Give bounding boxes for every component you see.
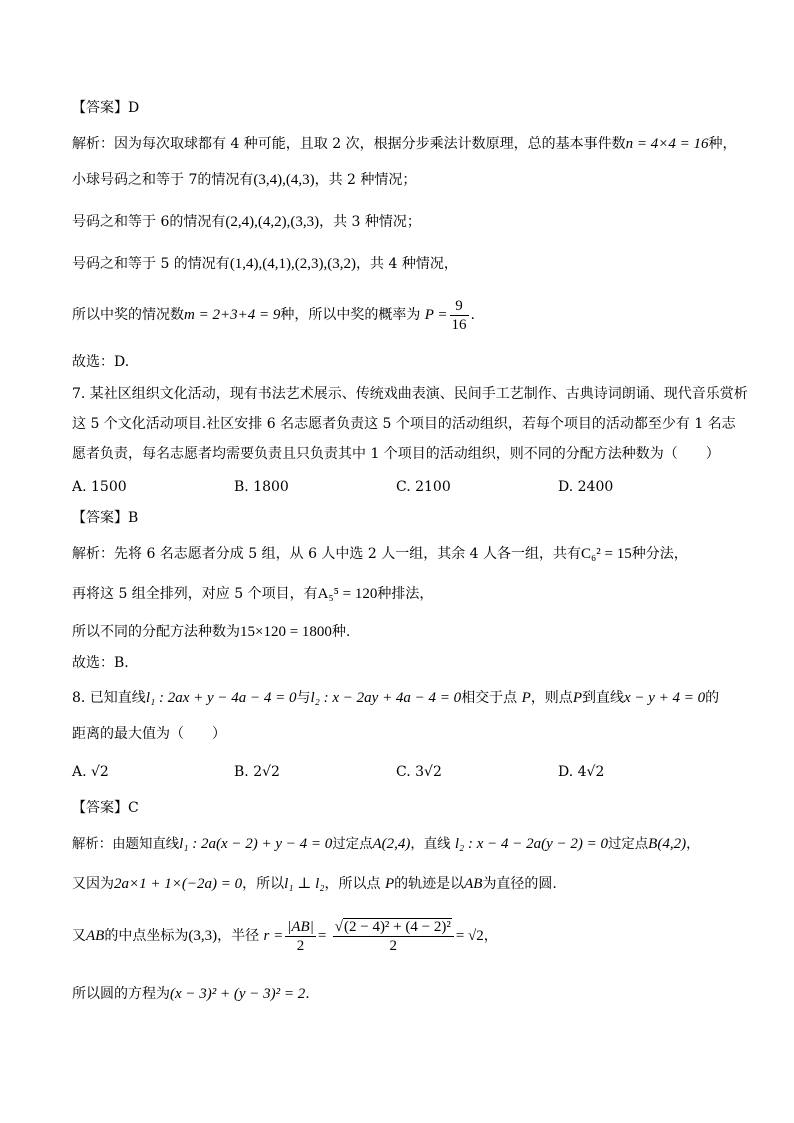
question-text-q7: 7. 某社区组织文化活动，现有书法艺术展示、传统戏曲表演、民间手工艺制作、古典诗词朗诵、现代音乐赏析 bbox=[72, 386, 748, 402]
option-d-q8: D. 4√2 bbox=[558, 764, 605, 780]
solution-line: 再将这 5 组全排列，对应 5 个项目，有A₅⁵ = 120种排法， bbox=[72, 586, 434, 602]
solution-line: 号码之和等于 6的情况有(2,4),(4,2),(3,3)，共 3 种情况； bbox=[72, 214, 421, 230]
math-expression: A(2,4) bbox=[372, 836, 411, 852]
math-expression: (x − 3)² + (y − 3)² = 2 bbox=[170, 986, 306, 1002]
option-b-q8: B. 2√2 bbox=[234, 764, 280, 780]
solution-line: 所以不同的分配方法种数为15×120 = 1800种. bbox=[72, 624, 351, 640]
math-expression: (2,4),(4,2),(3,3) bbox=[225, 214, 320, 230]
solution-line: 所以圆的方程为(x − 3)² + (y − 3)² = 2. bbox=[72, 986, 310, 1002]
math-expression: m = 2+3+4 = 9 bbox=[184, 307, 281, 323]
solution-line: 所以中奖的情况数m = 2+3+4 = 9种，所以中奖的概率为 P = $\frac{9}{16}$ . bbox=[72, 297, 475, 333]
option-c-q7: C. 2100 bbox=[396, 479, 451, 495]
choice-line-q6: 故选：D. bbox=[72, 354, 130, 370]
solution-line: 解析：由题知直线l₁ : 2a(x − 2) + y − 4 = 0过定点A(2,4)，直线 l₂ : x − 4 − 2a(y − 2) = 0过定点B(4,2)， bbox=[72, 836, 700, 852]
math-expression: l₁ : 2a(x − 2) + y − 4 = 0 bbox=[179, 836, 333, 852]
math-expression: 2a×1 + 1×(−2a) = 0 bbox=[114, 876, 243, 892]
answer-label-q7: 【答案】B bbox=[72, 510, 139, 526]
radicand: (2 − 4)² + (4 − 2)² bbox=[343, 918, 451, 935]
question-text-q7: 这 5 个文化活动项目.社区安排 6 名志愿者负责这 5 个项目的活动组织，若每个项目的活动都至少有 1 名志 bbox=[72, 416, 736, 432]
question-text-q8: 8. 已知直线l₁ : 2ax + y − 4a − 4 = 0与l₂ : x − 2ay + 4a − 4 = 0相交于点 P，则点P到直线x − y + 4 = 0的 bbox=[72, 690, 720, 706]
math-expression: l₂ : x − 4 − 2a(y − 2) = 0 bbox=[454, 836, 608, 852]
question-text-q8: 距离的最大值为（ ） bbox=[72, 726, 226, 742]
solution-line: 又AB的中点坐标为(3,3)，半径 r = $\frac{|AB|}{2}$ = $\frac{\text{√(2 − 4)² + (4 − 2)²}}{2}$ = √2， bbox=[72, 918, 498, 954]
fraction: $\frac{9}{16}$ bbox=[451, 297, 467, 333]
solution-line: 号码之和等于 5 的情况有(1,4),(4,1),(2,3),(3,2)，共 4 种情况， bbox=[72, 256, 458, 272]
math-expression: (3,4),(4,3) bbox=[253, 172, 315, 188]
question-text-q7: 愿者负责，每名志愿者均需要负责且只负责其中 1 个项目的活动组织，则不同的分配方法种数为（ ） bbox=[72, 446, 720, 462]
solution-line: 又因为2a×1 + 1×(−2a) = 0，所以l₁ ⊥ l₂，所以点 P的轨迹是以AB为直径的圆. bbox=[72, 876, 557, 892]
fraction: $\frac{\text{√(2 − 4)² + (4 − 2)²}}{2}$ bbox=[333, 918, 454, 955]
math-expression: x − y + 4 = 0 bbox=[623, 690, 706, 706]
math-expression: l₂ : x − 2ay + 4a − 4 = 0 bbox=[310, 690, 462, 706]
math-expression: B(4,2) bbox=[648, 836, 687, 852]
solution-line: 小球号码之和等于 7的情况有(3,4),(4,3)，共 2 种情况； bbox=[72, 172, 417, 188]
math-expression: l₁ : 2ax + y − 4a − 4 = 0 bbox=[145, 690, 297, 706]
math-expression: n = 4×4 = 16 bbox=[625, 136, 709, 152]
solution-line: 解析：因为每次取球都有 4 种可能，且取 2 次，根据分步乘法计数原理，总的基本事件数n = 4×4 = 16种， bbox=[72, 136, 737, 152]
option-d-q7: D. 2400 bbox=[558, 479, 614, 495]
option-c-q8: C. 3√2 bbox=[396, 764, 442, 780]
math-expression: 15×120 = 1800 bbox=[240, 624, 332, 640]
option-b-q7: B. 1800 bbox=[234, 479, 289, 495]
choice-line-q7: 故选：B. bbox=[72, 655, 129, 671]
solution-line: 解析：先将 6 名志愿者分成 5 组，从 6 人中选 2 人一组，其余 4 人各一组，共有C₆² = 15种分法， bbox=[72, 546, 688, 562]
math-expression: (3,3) bbox=[188, 928, 218, 944]
option-a-q7: A. 1500 bbox=[72, 479, 127, 495]
math-expression: A₅⁵ = 120 bbox=[317, 586, 378, 602]
math-expression: (1,4),(4,1),(2,3),(3,2) bbox=[229, 256, 357, 272]
option-a-q8: A. √2 bbox=[72, 764, 109, 780]
fraction: $\frac{|AB|}{2}$ bbox=[287, 918, 314, 954]
math-expression: l₁ ⊥ l₂ bbox=[284, 876, 325, 892]
answer-label-q6: 【答案】D bbox=[72, 100, 140, 116]
math-expression: C₆² = 15 bbox=[581, 546, 632, 562]
answer-label-q8: 【答案】C bbox=[72, 800, 139, 816]
